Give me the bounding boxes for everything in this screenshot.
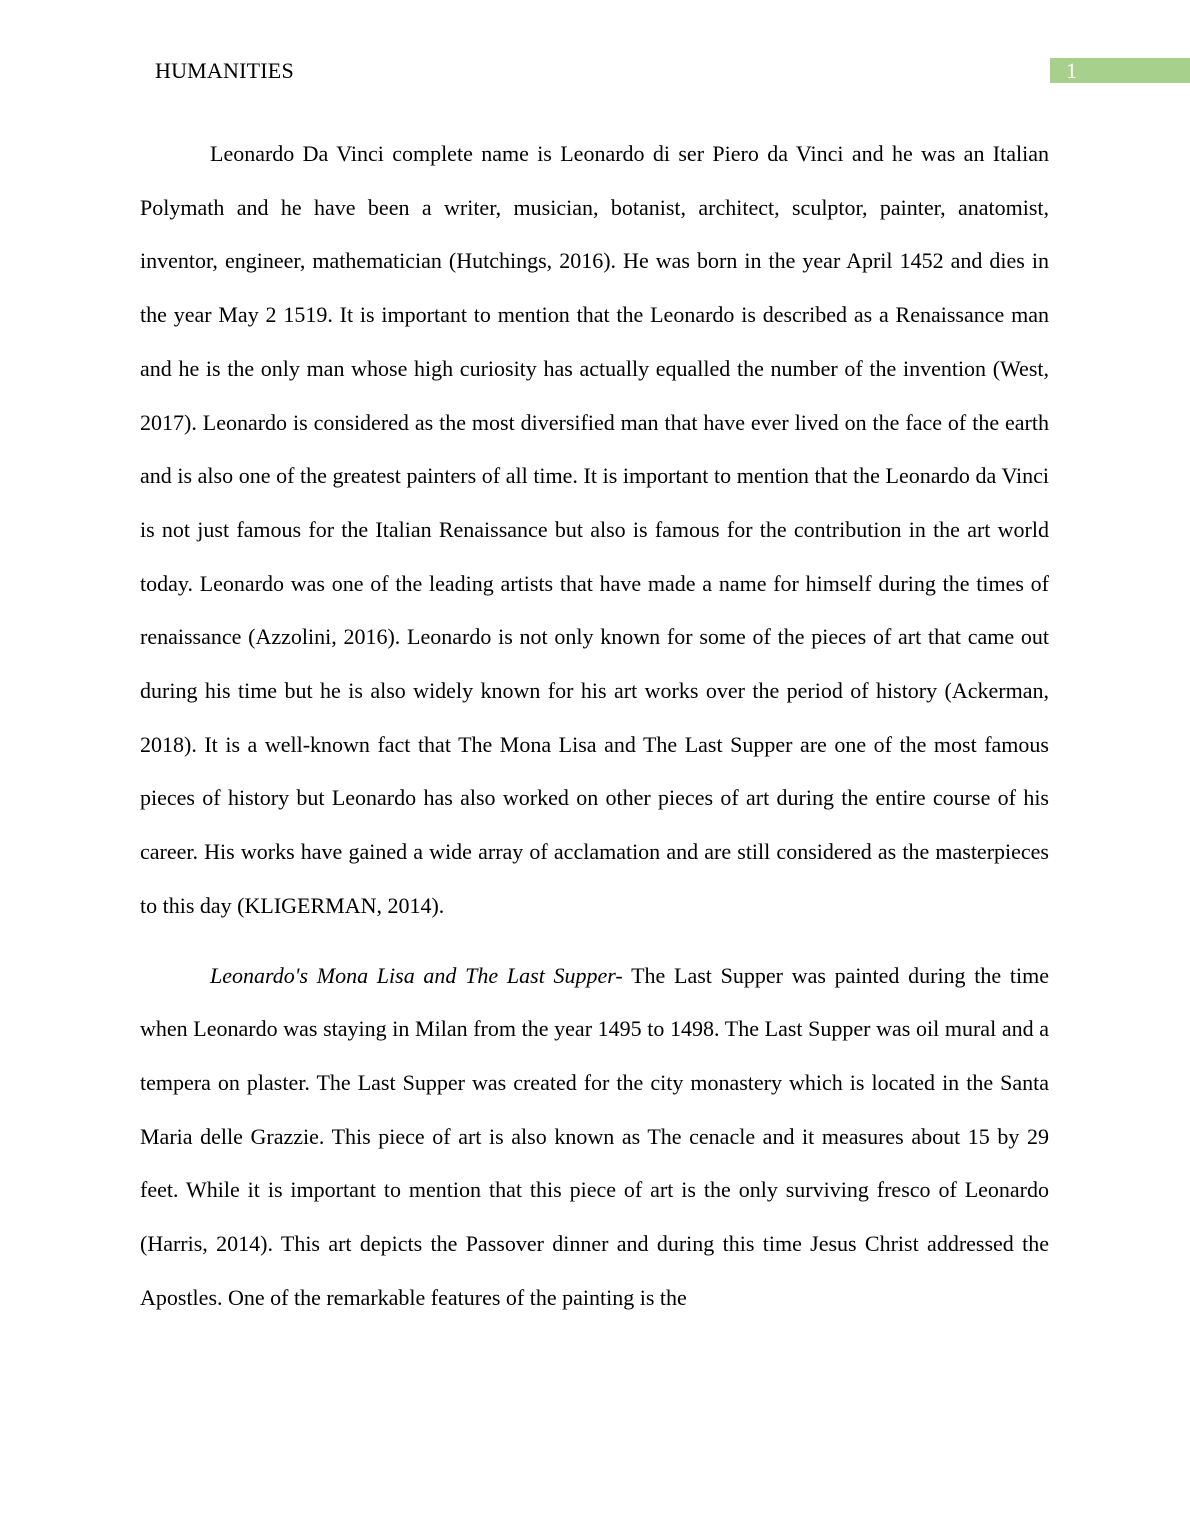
paragraph-2-text: The Last Supper was painted during the time when Leonardo was staying in Milan from the year 1495 to 1498. The Last Supper was oil mural and a tempera on plaster. The Last Supper was created for the city monastery which is located in the Santa Maria delle Grazzie. This piece of art is also known as The cenacle and it measures about 15 by 29 feet. While it is important to mention that this piece of art is the only surviving fresco of Leonardo (Harris, 2014). This art depicts the Passover dinner and during this time Jesus Christ addressed the Apostles. One of the remarkable features of the painting is the: [140, 962, 1049, 1310]
running-head: HUMANITIES: [155, 58, 294, 83]
paragraph-1: Leonardo Da Vinci complete name is Leonardo di ser Piero da Vinci and he was an Italian Polymath and he have been a writer, musician, botanist, architect, sculptor, painter, anatomist, inventor, engineer, mathematician (Hutchings, 2016). He was born in the year April 1452 and dies in the year May 2 1519. It is important to mention that the Leonardo is described as a Renaissance man and he is the only man whose high curiosity has actually equalled the number of the invention (West, 2017). Leonardo is considered as the most diversified man that have ever lived on the face of the earth and is also one of the greatest painters of all time. It is important to mention that the Leonardo da Vinci is not just famous for the Italian Renaissance but also is famous for the contribution in the art world today. Leonardo was one of the leading artists that have made a name for himself during the times of renaissance (Azzolini, 2016). Leonardo is not only known for some of the pieces of art that came out during his time but he is also widely known for his art works over the period of history (Ackerman, 2018). It is a well-known fact that The Mona Lisa and The Last Supper are one of the most famous pieces of history but Leonardo has also worked on other pieces of art during the entire course of his career. His works have gained a wide array of acclamation and are still considered as the masterpieces to this day (KLIGERMAN, 2014).: [140, 141, 1049, 918]
page-header: [0, 0, 1190, 100]
page-number: 1: [1066, 58, 1077, 83]
paragraph-2: [140, 949, 1049, 1325]
document-body: [140, 127, 1049, 1324]
page-number-bar: [1050, 58, 1190, 83]
paragraph-2-heading: Leonardo's Mona Lisa and The Last Supper-: [210, 962, 623, 988]
